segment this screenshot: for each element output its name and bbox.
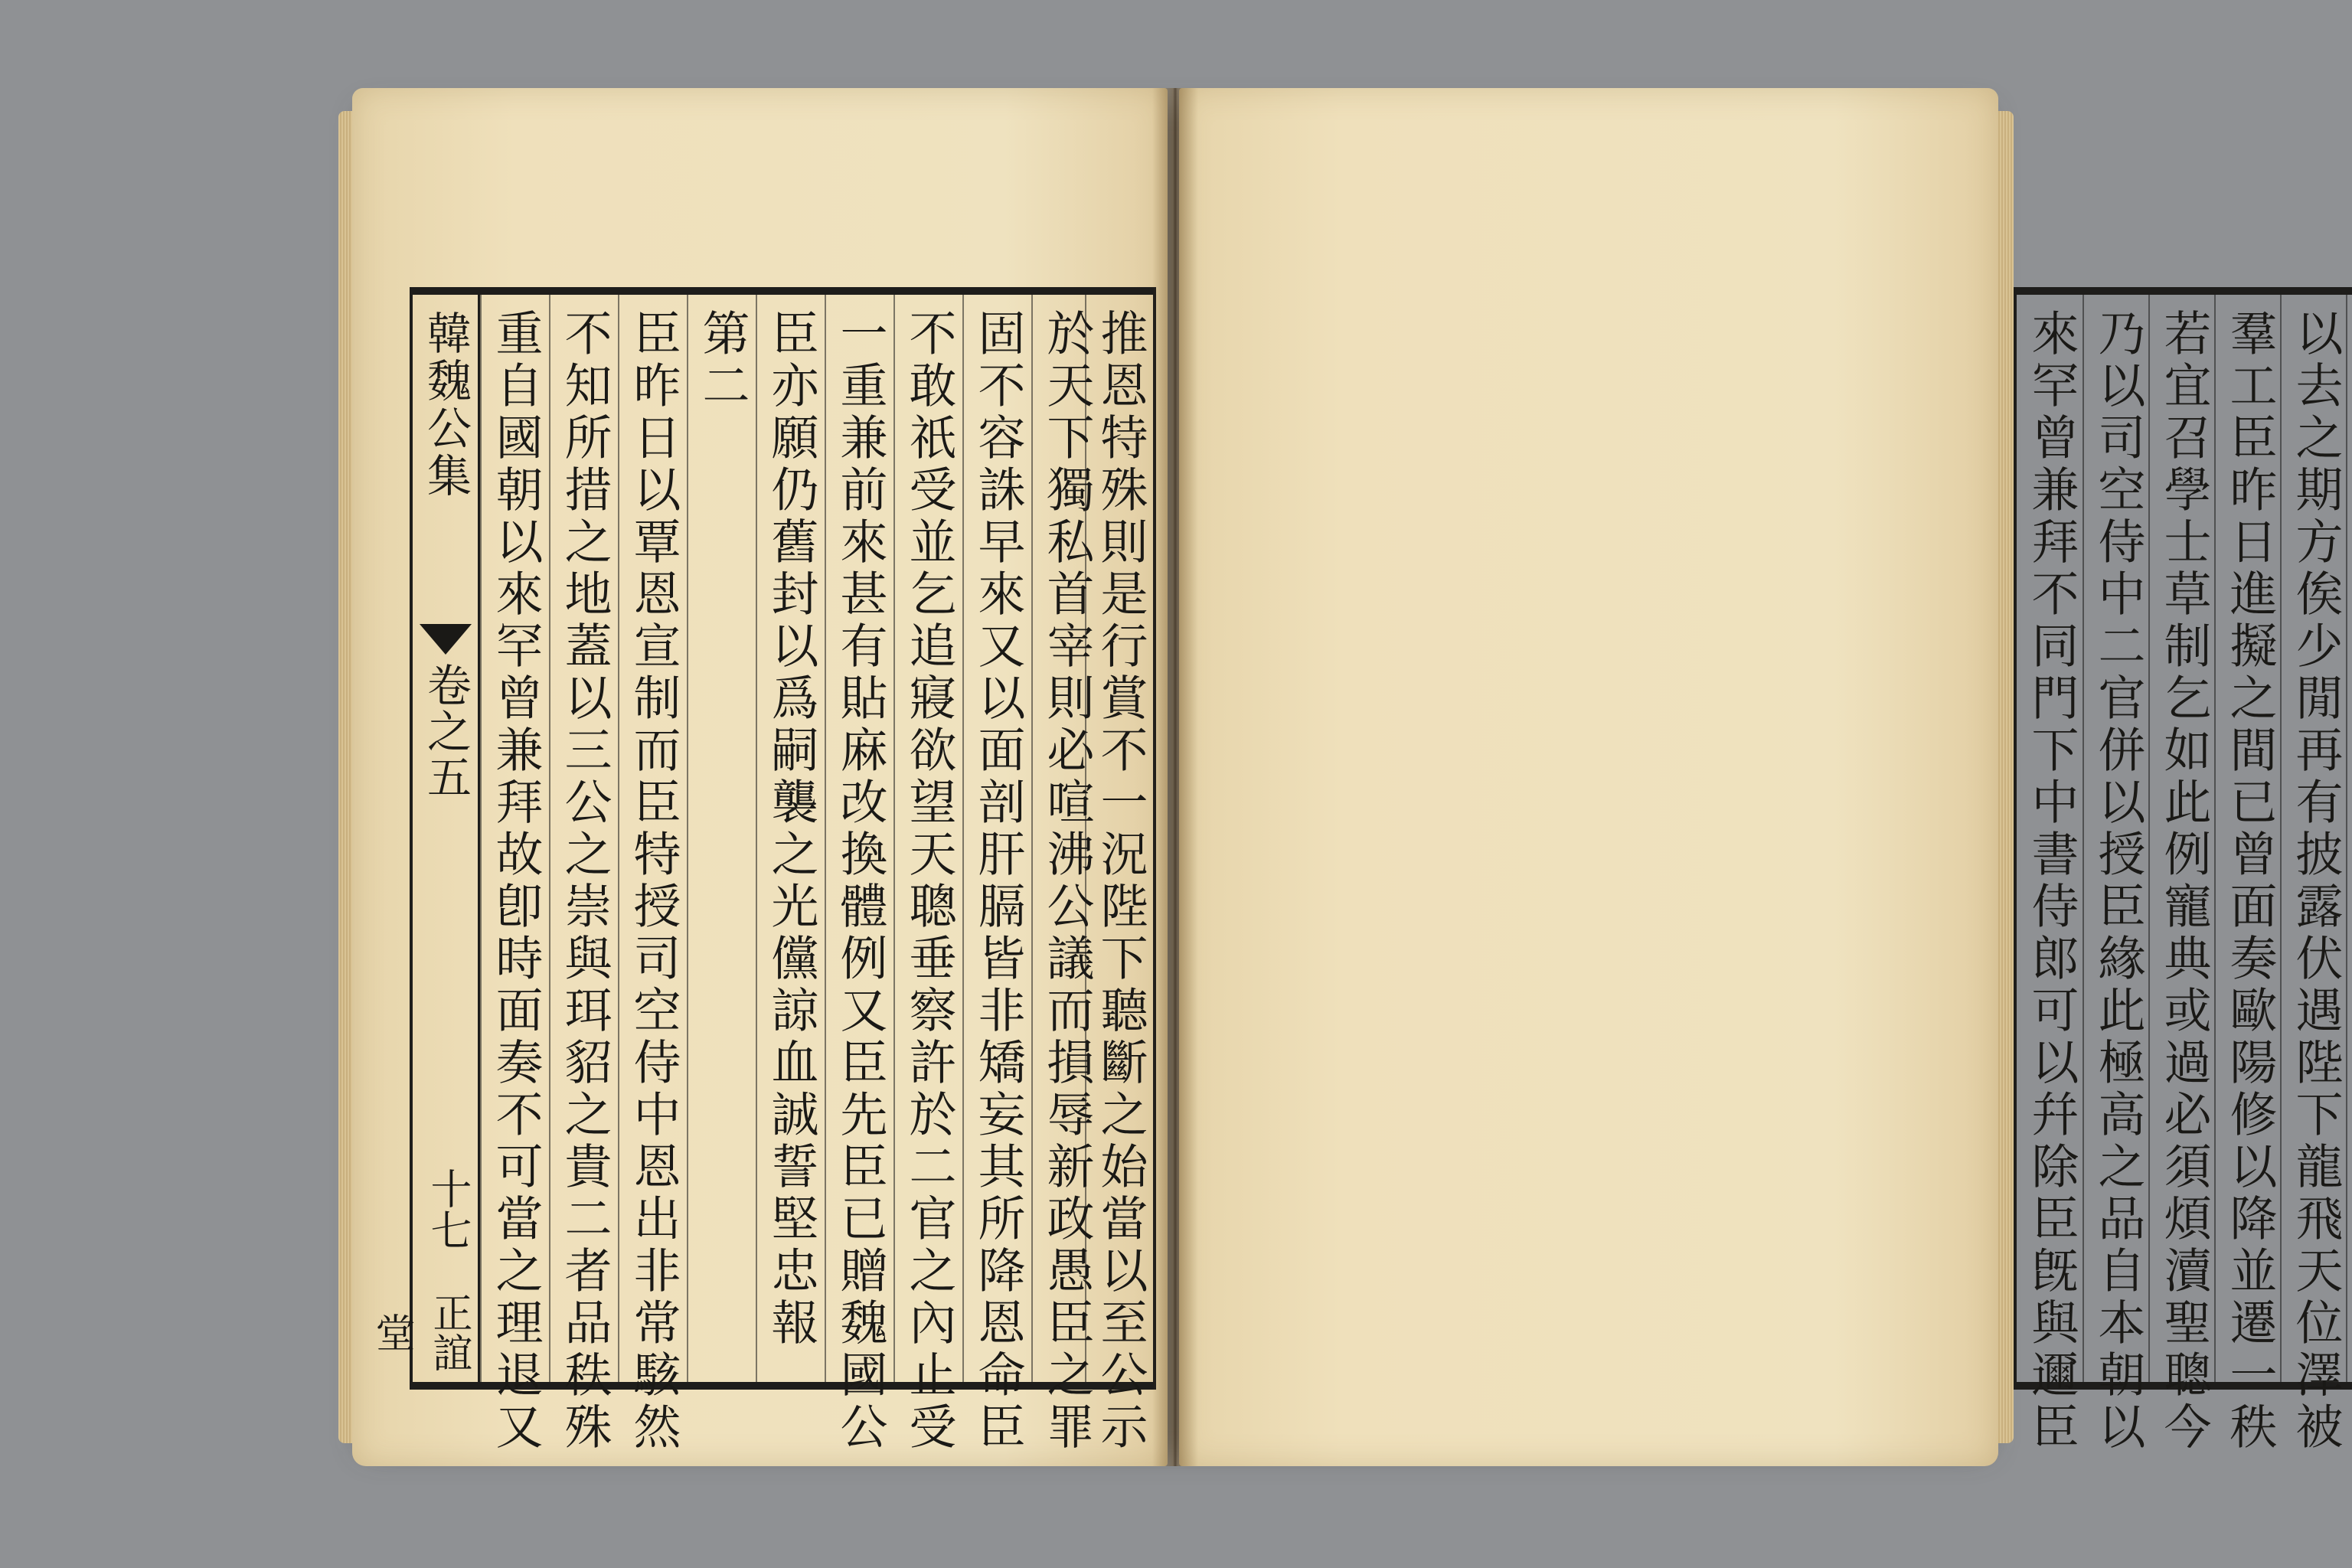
book-title: 韓魏公集: [420, 310, 472, 500]
text-column: 乃以司空侍中二官併以授臣緣此極高之品自本朝以: [2082, 295, 2151, 1382]
text-column: 羣工臣昨日進擬之間已曾面奏歐陽修以降並遷一秩: [2214, 295, 2283, 1382]
text-column: 不知所措之地蓋以三公之崇與珥貂之貴二者品秩殊: [549, 295, 618, 1382]
book-gutter: [1152, 88, 1198, 1466]
text-column: 臣昨日以覃恩宣制而臣特授司空侍中恩出非常駭然: [618, 295, 687, 1382]
text-column: 以去之期方俟少閒再有披露伏遇陛下龍飛天位澤被: [2280, 295, 2349, 1382]
text-column: 臣亦願仍舊封以爲嗣襲之光儻諒血誠誓堅忠報: [756, 295, 825, 1382]
open-book: [352, 88, 2344, 1466]
text-column: 來罕曾兼拜不同門下中書侍郎可以幷除臣旣與邇臣: [2024, 309, 2079, 1454]
right-page[interactable]: [1179, 88, 2344, 1466]
left-page[interactable]: [352, 88, 1168, 1466]
volume-label: 卷之五: [420, 662, 472, 800]
text-column: 一重兼前來甚有貼麻改換體例又臣先臣已贈魏國公: [825, 295, 893, 1382]
right-text-frame: [2014, 287, 2352, 1454]
text-column: 若宜召學士草制乞如此例寵典或過必須煩瀆聖聰今: [2148, 295, 2217, 1382]
page-number: 十七: [424, 1168, 472, 1250]
text-column: 重自國朝以來罕曾兼拜故卽時面奏不可當之理退又: [480, 295, 549, 1382]
left-page-heart: [368, 295, 480, 1382]
text-column: 推恩特殊則是行賞不一況陛下聽斷之始當以至公示: [1085, 295, 1154, 1382]
publisher-hall: 正誼堂: [368, 1292, 472, 1372]
text-column: [2346, 295, 2352, 1382]
text-column: 不敢祇受並乞追寢欲望天聰垂察許於二官之內止受: [893, 295, 962, 1382]
text-column: 固不容誅早來又以面剖肝膈皆非矯妄其所降恩命臣: [962, 295, 1031, 1382]
fish-tail-mark-icon: [420, 624, 472, 655]
text-column: 於天下獨私首宰則必喧沸公議而損辱新政愚臣之罪: [1031, 295, 1100, 1382]
left-text-frame: [368, 287, 1156, 1454]
text-column: 第二: [687, 295, 756, 1382]
